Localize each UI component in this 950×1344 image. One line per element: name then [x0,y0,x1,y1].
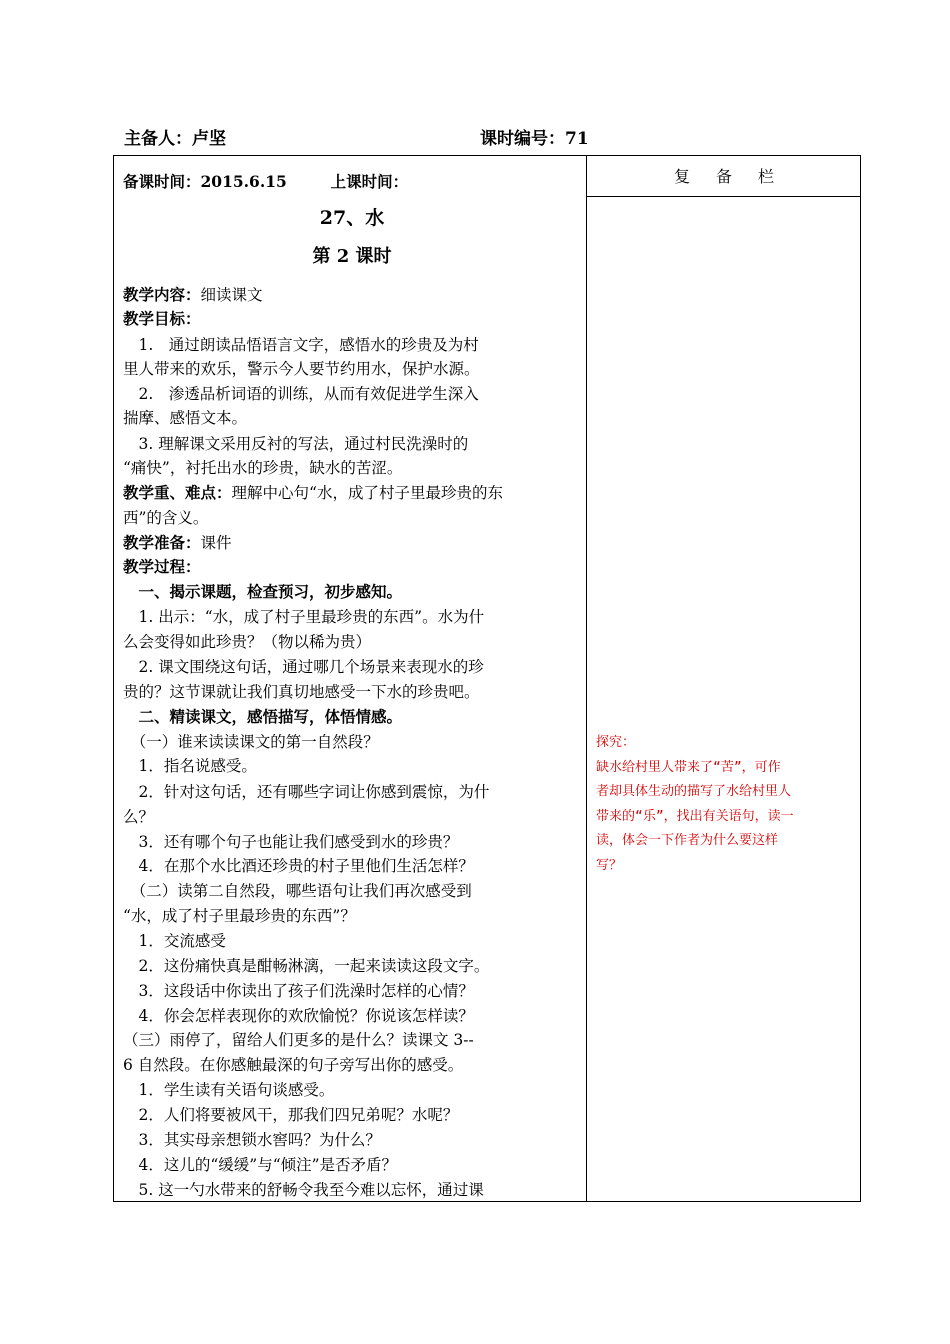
process-line: 5. 这一勺水带来的舒畅令我至今难以忘怀，通过课 [123,1181,484,1199]
process-line: 1．交流感受 [123,932,226,950]
teaching-process-label: 教学过程： [123,557,201,576]
lesson-title: 27、水 [319,207,385,229]
process-line: 4．你会怎样表现你的欢欣愉悦？你说该怎样读？ [123,1007,474,1025]
process-line: 2. 课文围绕这句话，通过哪几个场景来表现水的珍 [123,658,484,676]
teaching-content-row: 教学内容：细读课文 [123,285,263,304]
process-line: 2．人们将要被风干，那我们四兄弟呢？水呢？ [123,1106,459,1124]
key-points-row: 教学重、难点：理解中心句“水，成了村子里最珍贵的东 [123,483,503,502]
column-divider [586,156,587,1201]
goal-line: 1. 通过朗读品悟语言文字，感悟水的珍贵及为村 [123,336,479,354]
review-note [596,731,858,878]
lesson-number-label: 课时编号：71 [480,129,589,149]
note-line: 缺水给村里人带来了“苦”，可作 [596,759,781,775]
key-points-line: 西”的含义。 [123,509,209,527]
goal-line: 3. 理解课文采用反衬的写法，通过村民洗澡时的 [123,435,469,453]
teaching-goals-label: 教学目标： [123,309,201,328]
process-line: 4．在那个水比酒还珍贵的村子里他们生活怎样？ [123,857,474,875]
teaching-prep-row: 教学准备：课件 [123,533,232,552]
process-line: 1．学生读有关语句谈感受。 [123,1081,335,1099]
process-line: 贵的？这节课就让我们真切地感受一下水的珍贵吧。 [123,683,480,701]
section-heading: 一、揭示课题，检查预习，初步感知。 [123,582,403,601]
lesson-period: 第 2 课时 [312,246,392,267]
goal-line: 2. 渗透品析词语的训练，从而有效促进学生深入 [123,385,479,403]
preparer-label: 主备人：卢坚 [124,129,226,149]
goal-line: “痛快”，衬托出水的珍贵，缺水的苦涩。 [123,459,403,477]
review-column-title: 复备栏 [673,167,800,186]
process-line: （三）雨停了，留给人们更多的是什么？读课文 3-- [123,1031,474,1049]
process-line: 6 自然段。在你感触最深的句子旁写出你的感受。 [123,1056,464,1074]
process-line: 3．还有哪个句子也能让我们感受到水的珍贵？ [123,833,459,851]
note-line: 读，体会一下作者为什么要这样 [596,833,779,848]
page-header [124,124,844,150]
process-line: 2．针对这句话，还有哪些字词让你感到震惊，为什 [123,783,490,801]
section-heading: 二、精读课文，感悟描写，体悟情感。 [123,707,403,726]
process-line: 3．这段话中你读出了孩子们洗澡时怎样的心情？ [123,982,474,1000]
process-line: 3．其实母亲想锁水窖吗？为什么？ [123,1131,381,1149]
process-line: 1．指名说感受。 [123,757,257,775]
prep-time: 备课时间：2015.6.15 [123,172,287,191]
process-line: 4．这儿的“缓缓”与“倾注”是否矛盾？ [123,1156,398,1174]
goal-line: 里人带来的欢乐，警示今人要节约用水，保护水源。 [123,360,480,378]
process-line: （一）谁来读读课文的第一自然段？ [123,733,379,751]
class-time: 上课时间： [330,172,409,191]
note-line: 写？ [596,857,623,873]
process-line: 2．这份痛快真是酣畅淋漓，一起来读读这段文字。 [123,957,490,975]
lesson-plan-table [113,155,861,1202]
review-header-divider [586,196,861,197]
note-line: 者却具体生动的描写了水给村里人 [596,784,792,799]
goal-line: 揣摩、感悟文本。 [123,409,248,427]
note-line: 带来的“乐”，找出有关语句，读一 [596,808,794,824]
process-line: （二）读第二自然段，哪些语句让我们再次感受到 [123,882,472,900]
process-line: 么？ [123,808,155,826]
process-line: 么会变得如此珍贵？（物以稀为贵） [123,633,372,651]
note-line: 探究： [596,735,636,750]
process-line: 1. 出示：“水，成了村子里最珍贵的东西”。水为什 [123,608,485,626]
prep-info-row [123,170,408,194]
process-line: “水，成了村子里最珍贵的东西”？ [123,907,356,925]
